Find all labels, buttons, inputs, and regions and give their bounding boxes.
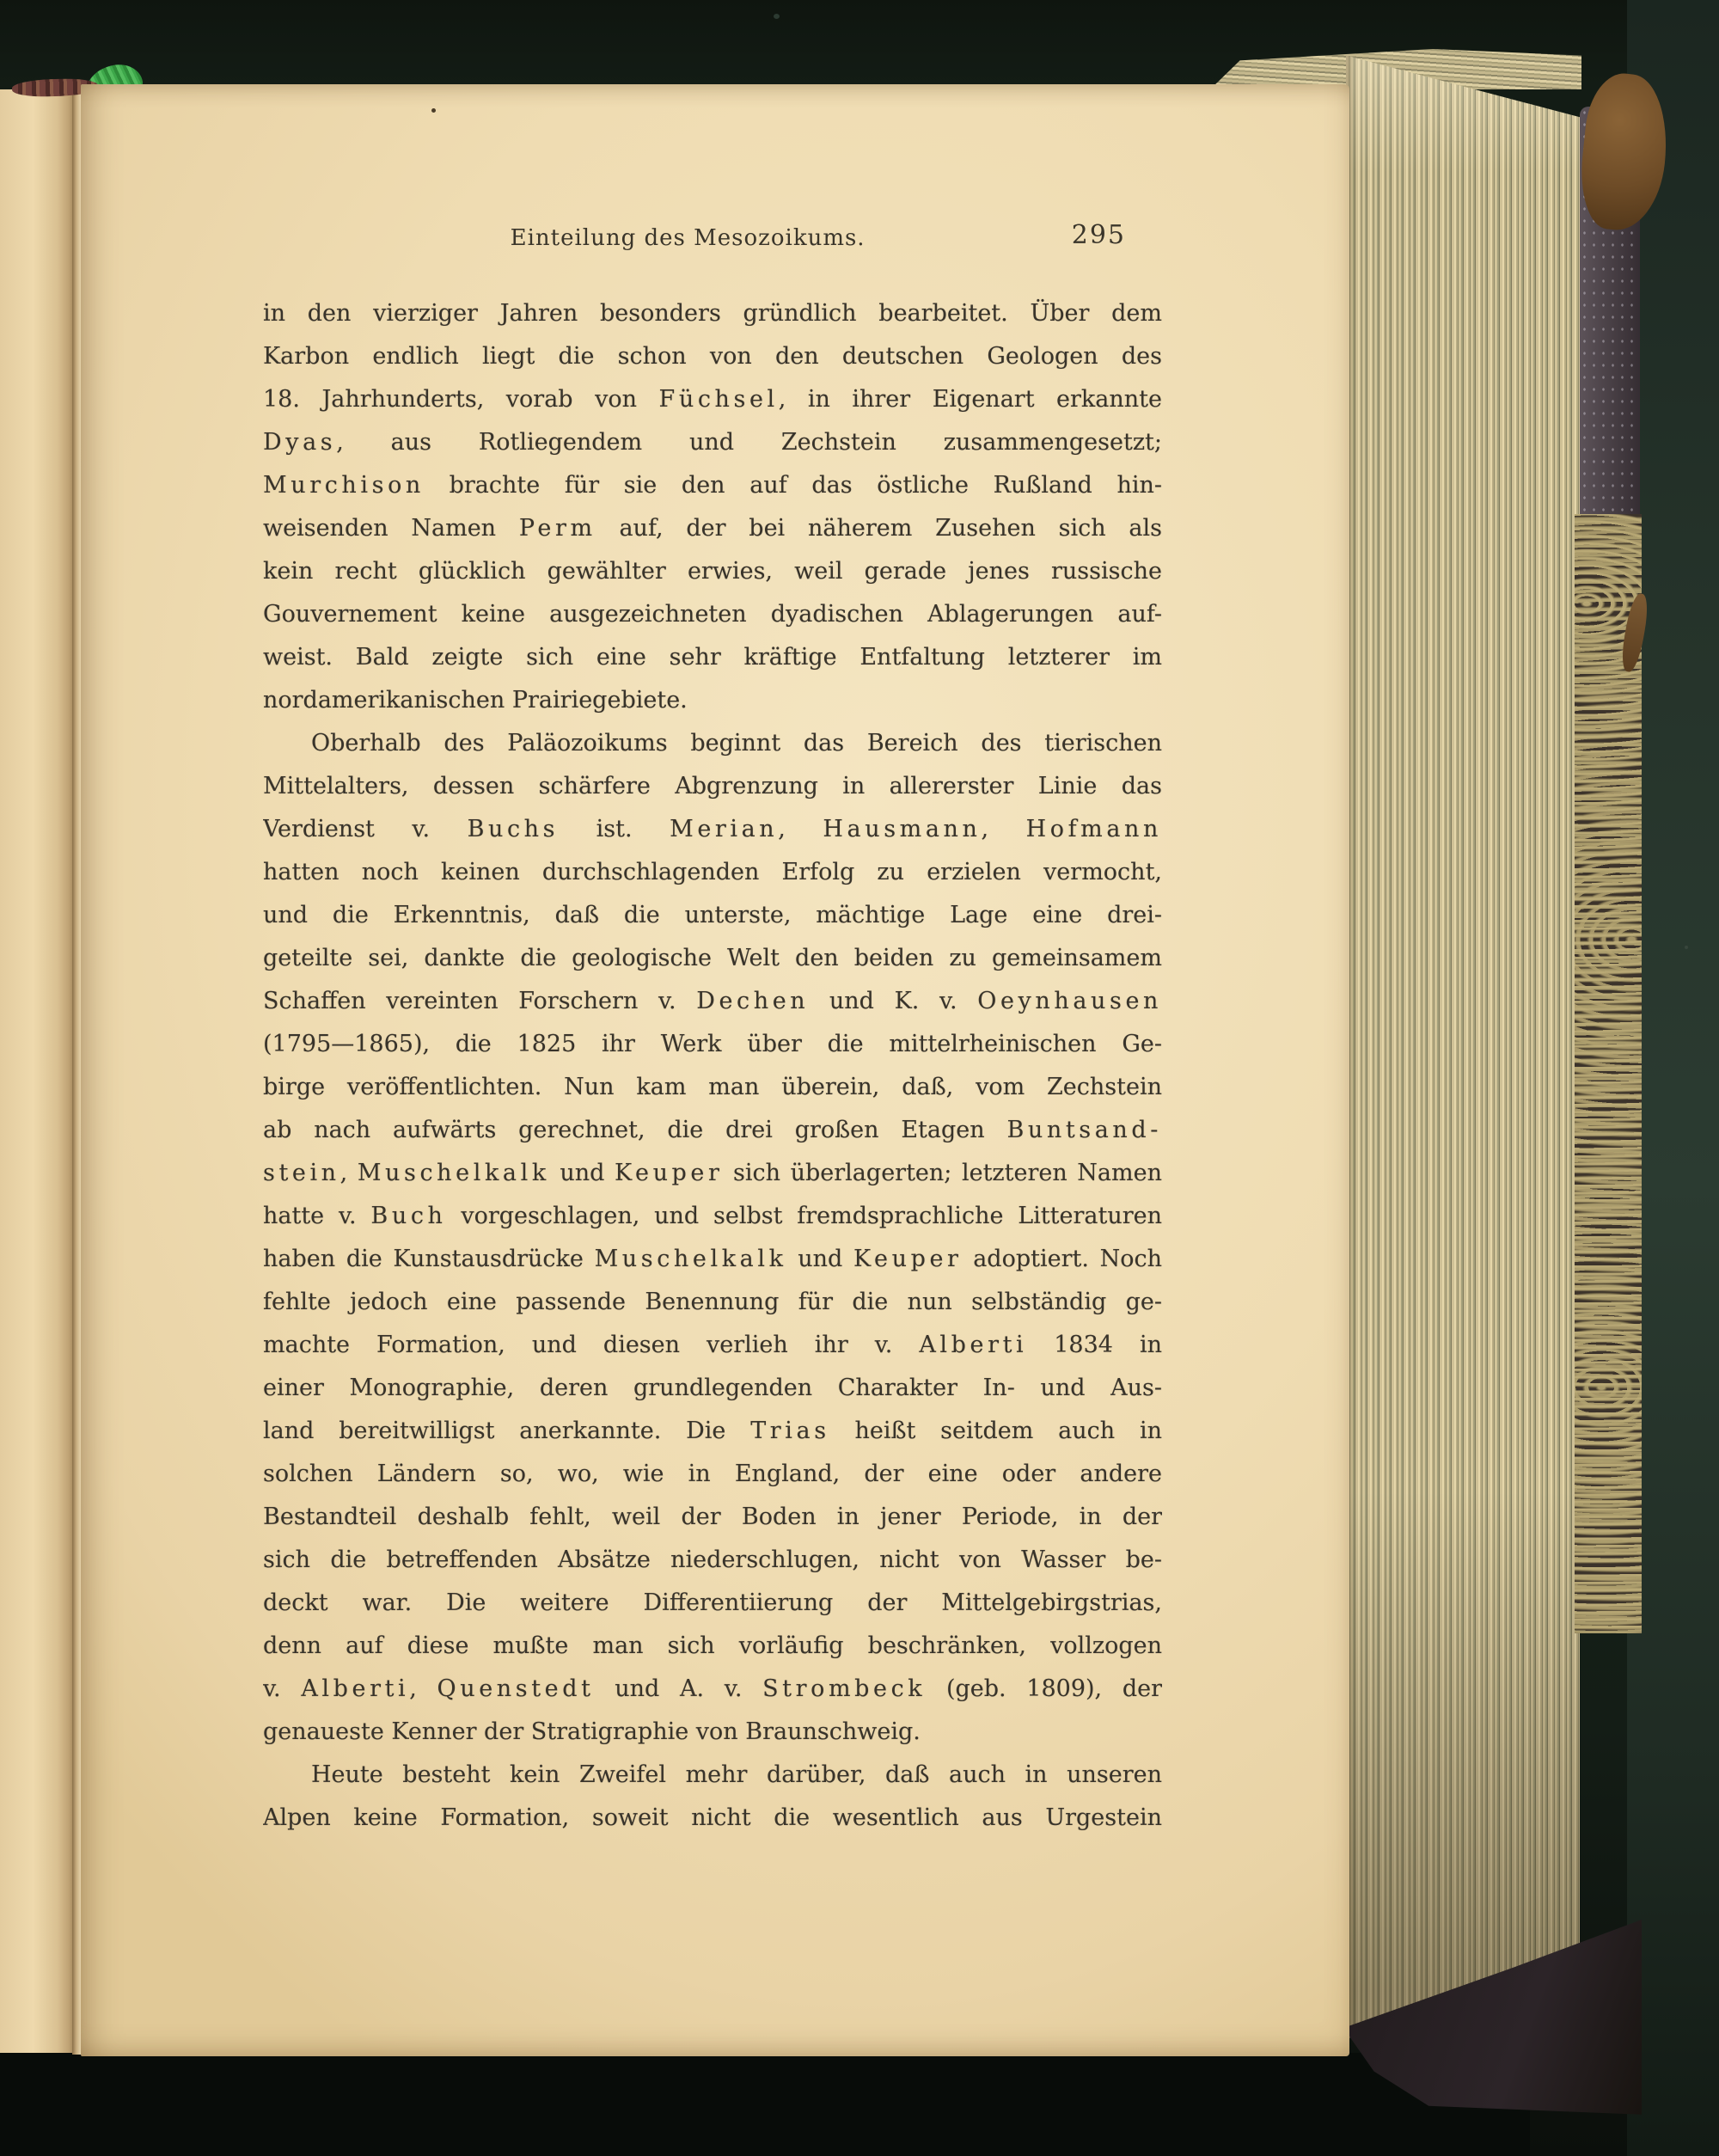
text-line [263,292,1162,335]
letterspaced-name: Hofmann [1025,816,1162,842]
paper-speck [431,108,436,113]
text-line [263,378,1162,421]
gutter-page-sliver [0,89,74,2053]
text-line [263,1066,1162,1109]
text-segment: , [981,816,1026,842]
letterspaced-name: Murchison [263,472,425,499]
text-line [263,1539,1162,1582]
text-segment: solchen Ländern so, wo, wie in England, der eine oder andere [263,1461,1162,1487]
dust-speck [774,14,780,19]
text-line [263,722,1162,765]
text-line [263,894,1162,937]
letterspaced-name: Trias [750,1418,830,1444]
text-segment: und A. v. [594,1675,763,1702]
text-segment: , aus Rotliegendem und Zechstein zusammengesetzt; [336,429,1162,456]
text-segment: einer Monographie, deren grundlegenden Charakter In- und Aus- [263,1375,1162,1401]
text-segment: nordamerikanischen Prairiegebiete. [263,687,688,714]
text-segment: 18. Jahrhunderts, vorab von [263,386,659,413]
text-segment: 1834 in [1027,1332,1162,1358]
text-line [263,1195,1162,1238]
text-segment: genaueste Kenner der Stratigraphie von Braunschweig. [263,1718,921,1745]
letterspaced-name: Muschelkalk [357,1160,550,1186]
text-segment: fehlte jedoch eine passende Benennung für die nun selbständig ge- [263,1289,1162,1315]
letterspaced-name: Buntsand- [1006,1117,1162,1143]
text-line [263,507,1162,550]
paragraph [263,1754,1162,1840]
text-segment: Heute besteht kein Zweifel mehr darüber, daß auch in unseren [311,1761,1162,1788]
text-segment: in den vierziger Jahren besonders gründlich bearbeitet. Über dem [263,300,1162,327]
text-segment: birge veröffentlichten. Nun kam man überein, daß, vom Zechstein [263,1074,1162,1100]
text-segment: kein recht glücklich gewählter erwies, weil gerade jenes russische [263,558,1162,585]
letterspaced-name: Perm [518,515,596,542]
text-segment: geteilte sei, dankte die geologische Welt den beiden zu gemeinsamem [263,945,1162,971]
letterspaced-name: Dyas [263,429,337,456]
text-segment: sich überlagerten; letzteren Namen [723,1160,1162,1186]
letterspaced-name: Quenstedt [437,1675,595,1702]
text-line [263,464,1162,507]
text-line [263,1238,1162,1281]
letterspaced-name: Muschelkalk [594,1246,787,1272]
letterspaced-name: Alberti [301,1675,410,1702]
text-line [263,1797,1162,1840]
text-segment: , in ihrer Eigenart erkannte [778,386,1162,413]
bottom-shadow [0,2053,1530,2156]
text-segment: Oberhalb des Paläozoikums beginnt das Bereich des tierischen [311,730,1162,756]
text-line [263,1754,1162,1797]
text-segment: weisenden Namen [263,515,519,542]
text-line [263,980,1162,1023]
text-segment: ab nach aufwärts gerechnet, die drei großen Etagen [263,1117,1007,1143]
letterspaced-name: Keuper [614,1160,724,1186]
letterspaced-name: Alberti [919,1332,1028,1358]
text-segment: denn auf diese mußte man sich vorläufig beschränken, vollzogen [263,1632,1162,1659]
letterspaced-name: Oeynhausen [977,988,1162,1014]
text-segment: (1795—1865), die 1825 ihr Werk über die mittelrheinischen Ge- [263,1031,1162,1057]
text-line [263,421,1162,464]
page-number: 295 [1071,220,1126,250]
text-line [263,1367,1162,1410]
book-page [81,84,1349,2056]
text-segment: haben die Kunstausdrücke [263,1246,595,1272]
text-segment: Verdienst v. [263,816,468,842]
text-segment: Karbon endlich liegt die schon von den deutschen Geologen des [263,343,1162,370]
text-segment: ist. [559,816,670,842]
text-segment: v. [263,1675,302,1702]
text-segment: und [549,1160,615,1186]
text-line [263,593,1162,636]
text-line [263,679,1162,722]
text-segment: sich die betreffenden Absätze niederschlugen, nicht von Wasser be- [263,1547,1162,1573]
text-segment: adoptiert. Noch [962,1246,1162,1272]
letterspaced-name: Buch [370,1203,447,1229]
text-line [263,1324,1162,1367]
text-segment: hatte v. [263,1203,371,1229]
text-line [263,1109,1162,1152]
cover-marbled-edge [1575,514,1642,1633]
text-line [263,1496,1162,1539]
text-line [263,1152,1162,1195]
text-segment: Bestandteil deshalb fehlt, weil der Boden in jener Periode, in der [263,1504,1162,1530]
text-segment: Alpen keine Formation, soweit nicht die wesentlich aus Urgestein [263,1804,1162,1831]
paragraph [263,722,1162,1754]
text-segment: , [340,1160,358,1186]
dust-speck [1685,946,1688,949]
text-segment: brachte für sie den auf das östliche Rußland hin- [424,472,1162,499]
text-segment: Gouvernement keine ausgezeichneten dyadischen Ablagerungen auf- [263,601,1162,628]
text-line [263,636,1162,679]
text-segment: heißt seitdem auch in [829,1418,1162,1444]
text-segment: (geb. 1809), der [926,1675,1162,1702]
letterspaced-name: Merian [670,816,779,842]
letterspaced-name: stein [263,1160,340,1186]
text-segment: vorgeschlagen, und selbst fremdsprachliche Litteraturen [446,1203,1162,1229]
letterspaced-name: Füchsel [658,386,779,413]
text-segment: und [786,1246,853,1272]
running-title: Einteilung des Mesozoikums. [510,225,866,251]
text-line [263,1625,1162,1668]
text-segment: und die Erkenntnis, daß die unterste, mächtige Lage eine drei- [263,902,1162,928]
text-line [263,1582,1162,1625]
text-line [263,1668,1162,1711]
text-segment: , [778,816,823,842]
text-line [263,937,1162,980]
text-segment: land bereitwilligst anerkannte. Die [263,1418,751,1444]
text-line [263,765,1162,808]
running-head [263,218,1162,261]
text-line [263,1453,1162,1496]
text-segment: Schaffen vereinten Forschern v. [263,988,697,1014]
letterspaced-name: Keuper [853,1246,963,1272]
letterspaced-name: Dechen [696,988,810,1014]
letterspaced-name: Strombeck [762,1675,927,1702]
letterspaced-name: Hausmann [823,816,982,842]
text-line [263,851,1162,894]
body-text [263,292,1162,1840]
text-segment: machte Formation, und diesen verlieh ihr v. [263,1332,920,1358]
text-line [263,808,1162,851]
page-block-fore-edge [1346,53,1580,2049]
text-segment: deckt war. Die weitere Differentiierung der Mittelgebirgstrias, [263,1589,1162,1616]
text-segment: auf, der bei näherem Zusehen sich als [596,515,1162,542]
text-segment: Mittelalters, dessen schärfere Abgrenzung in allererster Linie das [263,773,1162,799]
letterspaced-name: Buchs [467,816,560,842]
text-line [263,550,1162,593]
text-segment: weist. Bald zeigte sich eine sehr kräftige Entfaltung letzterer im [263,644,1162,671]
text-segment: hatten noch keinen durchschlagenden Erfolg zu erzielen vermocht, [263,859,1162,885]
text-line [263,1410,1162,1453]
text-line [263,1023,1162,1066]
text-segment: , [409,1675,437,1702]
text-line [263,1711,1162,1754]
text-line [263,1281,1162,1324]
text-line [263,335,1162,378]
paragraph [263,292,1162,722]
text-segment: und K. v. [809,988,978,1014]
